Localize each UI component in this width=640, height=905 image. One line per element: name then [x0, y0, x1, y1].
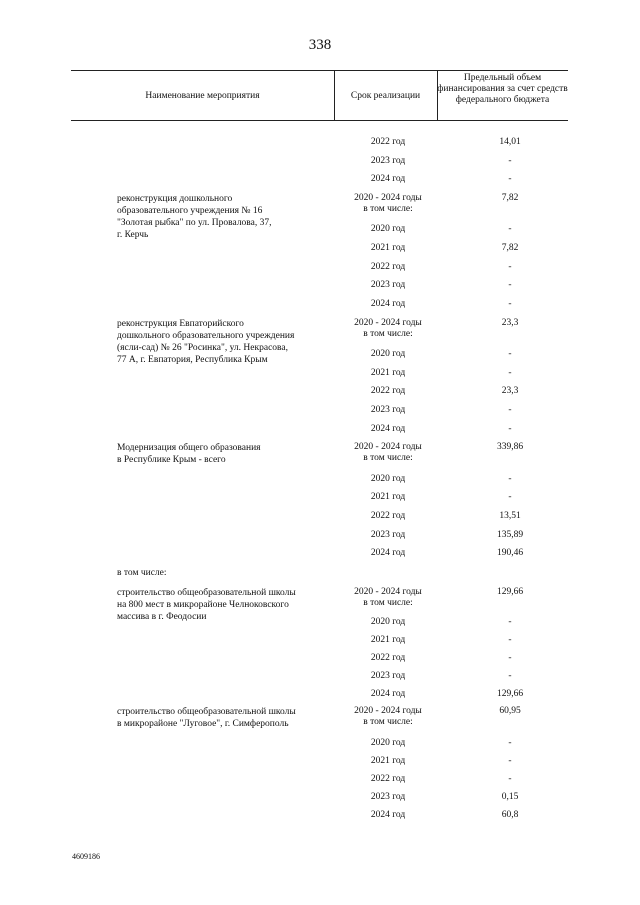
amount-cell: 7,82 [501, 243, 519, 253]
period-cell: 2024 год [370, 424, 406, 434]
period-cell: 2021 год [370, 368, 406, 378]
period-cell: 2022 год [370, 137, 406, 147]
amount-cell: - [508, 492, 512, 502]
amount-cell: 23,3 [501, 318, 519, 328]
period-cell: 2024 год [370, 548, 406, 558]
period-cell: 2020 - 2024 годы в том числе: [354, 442, 422, 463]
amount-cell: - [508, 405, 512, 415]
measure-description: строительство общеобразовательной школы в микрорайоне "Луговое", г. Симферополь [117, 707, 296, 729]
page-number: 338 [308, 37, 332, 53]
period-cell: 2023 год [370, 156, 406, 166]
document-number: 4609186 [72, 852, 100, 861]
amount-cell: 60,8 [501, 810, 519, 820]
amount-cell: - [508, 156, 512, 166]
period-cell: 2023 год [370, 671, 406, 681]
amount-cell: 60,95 [499, 706, 521, 716]
period-cell: 2020 год [370, 224, 406, 234]
period-cell: 2022 год [370, 262, 406, 272]
period-cell: 2023 год [370, 405, 406, 415]
period-cell: 2021 год [370, 492, 406, 502]
amount-cell: 7,82 [501, 193, 519, 203]
period-cell: 2022 год [370, 653, 406, 663]
period-cell: 2023 год [370, 792, 406, 802]
period-cell: 2020 - 2024 годы в том числе: [354, 706, 422, 727]
amount-cell: 13,51 [499, 511, 521, 521]
amount-cell: - [508, 368, 512, 378]
period-cell: 2020 - 2024 годы в том числе: [354, 587, 422, 608]
amount-cell: - [508, 224, 512, 234]
amount-cell: 23,3 [501, 386, 519, 396]
amount-cell: - [508, 653, 512, 663]
section-label: в том числе: [117, 568, 167, 578]
period-cell: 2023 год [370, 280, 406, 290]
period-cell: 2021 год [370, 756, 406, 766]
period-cell: 2021 год [370, 243, 406, 253]
table-header-top-rule [71, 70, 568, 71]
period-cell: 2021 год [370, 635, 406, 645]
amount-cell: 0,15 [501, 792, 519, 802]
amount-cell: - [508, 280, 512, 290]
period-cell: 2020 год [370, 617, 406, 627]
period-cell: 2022 год [370, 386, 406, 396]
period-cell: 2020 - 2024 годы в том числе: [354, 318, 422, 339]
amount-cell: - [508, 474, 512, 484]
period-cell: 2020 год [370, 738, 406, 748]
measure-description: строительство общеобразовательной школы на 800 мест в микрорайоне Челноковского массива в г. Феодосии [117, 588, 296, 622]
period-cell: 2020 - 2024 годы в том числе: [354, 193, 422, 214]
amount-cell: - [508, 174, 512, 184]
measure-description: реконструкция Евпаторийского дошкольного образовательного учреждения (ясли-сад) № 26 "Росинка", ул. Некрасова, 77 А, г. Евпатория, Республика Крым [117, 319, 295, 365]
amount-cell: 190,46 [496, 548, 524, 558]
period-cell: 2024 год [370, 299, 406, 309]
amount-cell: - [508, 424, 512, 434]
amount-cell: - [508, 671, 512, 681]
amount-cell: - [508, 738, 512, 748]
period-cell: 2023 год [370, 530, 406, 540]
amount-cell: - [508, 635, 512, 645]
period-cell: 2024 год [370, 174, 406, 184]
period-cell: 2020 год [370, 474, 406, 484]
period-cell: 2022 год [370, 774, 406, 784]
period-cell: 2024 год [370, 689, 406, 699]
measure-description: Модернизация общего образования в Республике Крым - всего [117, 443, 261, 465]
amount-cell: - [508, 262, 512, 272]
amount-cell: 129,66 [496, 689, 524, 699]
amount-cell: 14,01 [499, 137, 521, 147]
period-cell: 2022 год [370, 511, 406, 521]
amount-cell: 129,66 [496, 587, 524, 597]
table-header-bottom-rule [71, 120, 568, 121]
amount-cell: - [508, 617, 512, 627]
measure-description: реконструкция дошкольного образовательного учреждения № 16 "Золотая рыбка" по ул. Провалова, 37, г. Керчь [117, 194, 272, 240]
period-cell: 2020 год [370, 349, 406, 359]
amount-cell: 135,89 [496, 530, 524, 540]
amount-cell: - [508, 349, 512, 359]
amount-cell: - [508, 299, 512, 309]
column-header-name: Наименование мероприятия [145, 91, 260, 101]
amount-cell: - [508, 756, 512, 766]
period-cell: 2024 год [370, 810, 406, 820]
column-header-amount: Предельный объем финансирования за счет средств федерального бюджета [437, 73, 568, 105]
column-header-period: Срок реализации [350, 91, 421, 101]
amount-cell: - [508, 774, 512, 784]
amount-cell: 339,86 [496, 442, 524, 452]
